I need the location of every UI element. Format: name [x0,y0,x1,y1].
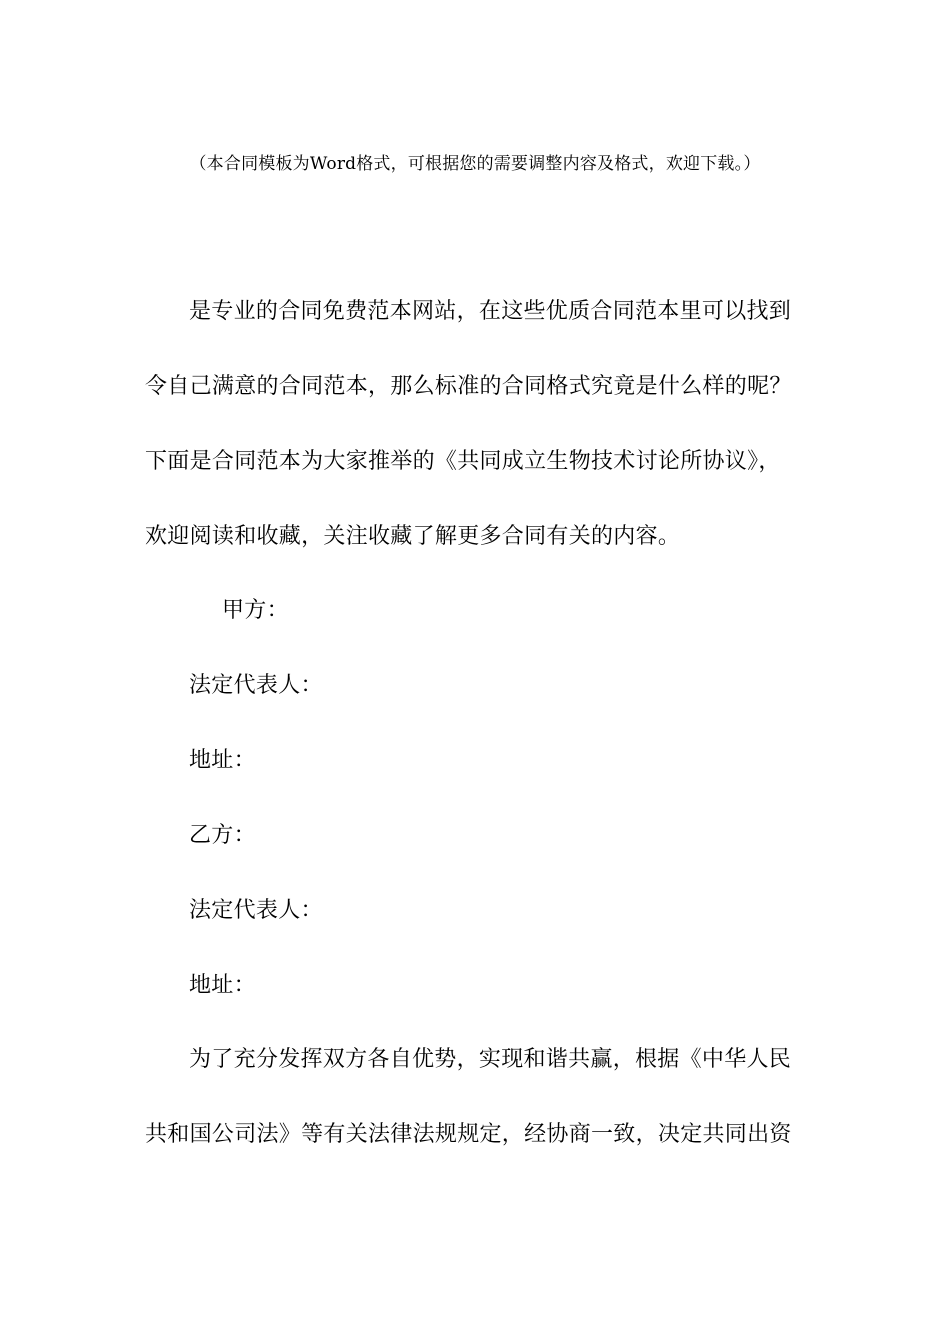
agreement-paragraph-line-2: 共和国公司法》等有关法律法规规定，经协商一致，决定共同出资 [145,1122,792,1147]
intro-line-4: 欢迎阅读和收藏，关注收藏了解更多合同有关的内容。 [145,524,681,549]
party-a-representative-label: 法定代表人： [189,673,323,698]
agreement-paragraph-line-1: 为了充分发挥双方各自优势，实现和谐共赢，根据《中华人民 [189,1047,792,1072]
party-a-label: 甲方： [222,598,289,623]
party-b-representative-label: 法定代表人： [189,898,323,923]
party-b-address-label: 地址： [189,973,256,998]
party-a-address-label: 地址： [189,748,256,773]
intro-line-1: 是专业的合同免费范本网站，在这些优质合同范本里可以找到 [189,299,792,324]
intro-line-2: 令自己满意的合同范本，那么标准的合同格式究竟是什么样的呢？ [145,374,792,399]
party-b-label: 乙方： [189,823,256,848]
template-note: （本合同模板为Word格式，可根据您的需要调整内容及格式，欢迎下载。） [189,154,761,174]
intro-line-3: 下面是合同范本为大家推举的《共同成立生物技术讨论所协议》， [145,449,781,474]
